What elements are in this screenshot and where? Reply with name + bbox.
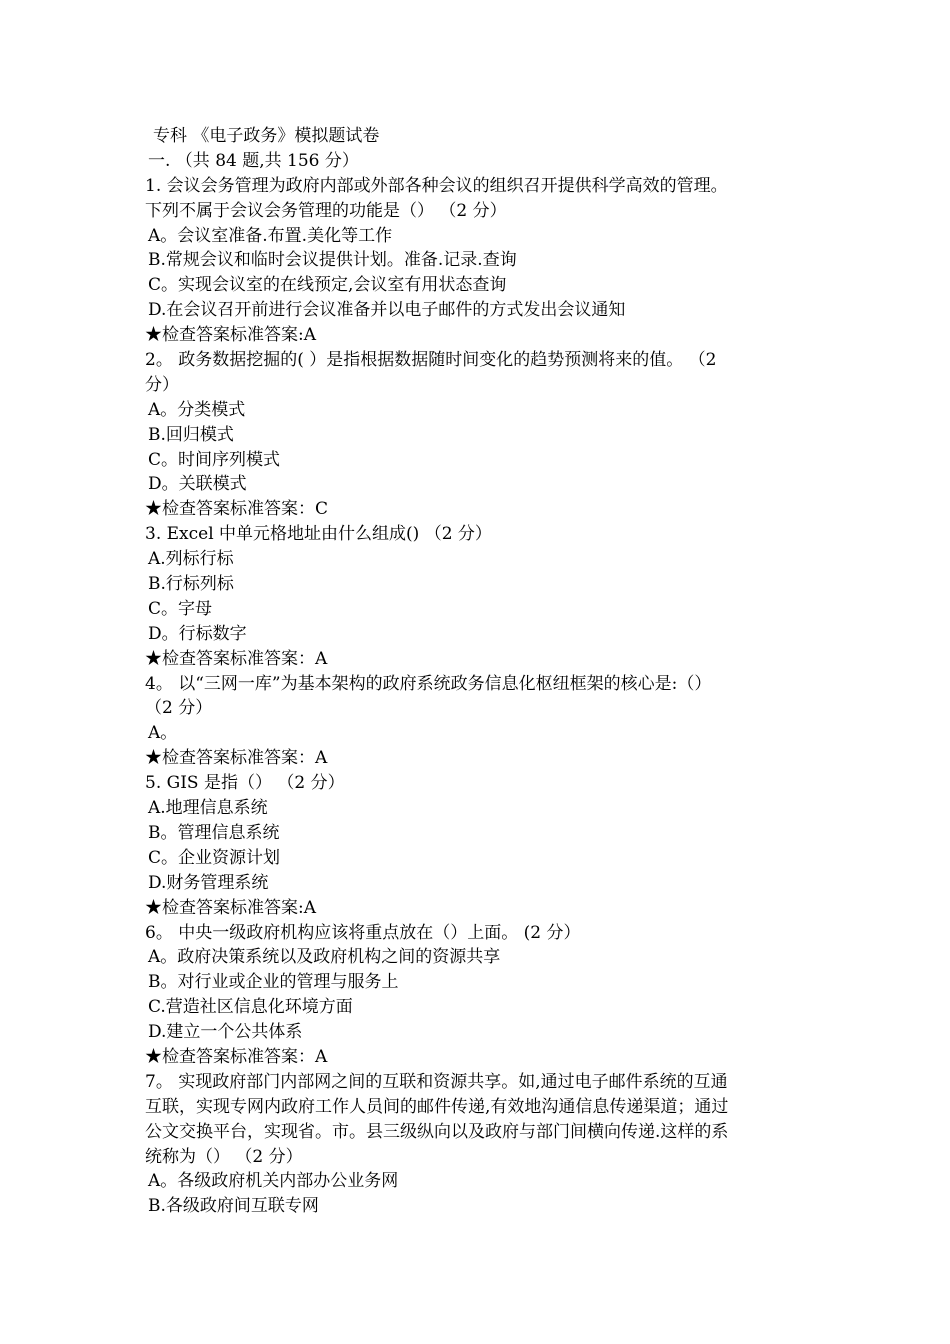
option-c: C。时间序列模式	[148, 449, 281, 470]
option-c: C.营造社区信息化环境方面	[148, 997, 353, 1018]
option-c: C。实现会议室的在线预定,会议室有用状态查询	[148, 275, 507, 296]
option-b: B.回归模式	[148, 424, 234, 445]
option-d: D。行标数字	[148, 623, 247, 644]
question-stem: 1. 会议会务管理为政府内部或外部各种会议的组织召开提供科学高效的管理。	[145, 175, 728, 196]
question-4	[145, 672, 817, 772]
option-d: D.财务管理系统	[148, 872, 269, 893]
question-stem: 互联，实现专网内政府工作人员间的邮件传递,有效地沟通信息传递渠道；通过	[145, 1096, 729, 1117]
question-7	[145, 1070, 817, 1219]
option-a: A。政府决策系统以及政府机构之间的资源共享	[148, 947, 501, 968]
question-5	[145, 771, 817, 920]
document-title: 专科 《电子政务》模拟题试卷	[153, 126, 380, 146]
option-d: D。关联模式	[148, 474, 247, 495]
option-a: A。各级政府机关内部办公业务网	[148, 1171, 399, 1192]
option-d: D.建立一个公共体系	[148, 1022, 303, 1043]
option-a: A。	[148, 723, 178, 744]
question-stem: 2。 政务数据挖掘的( ）是指根据数据随时间变化的趋势预测将来的值。 （2	[145, 350, 717, 371]
option-a: A。会议室准备.布置.美化等工作	[148, 225, 393, 246]
question-stem: 分）	[145, 374, 179, 395]
question-1	[145, 174, 817, 348]
option-a: A.列标行标	[148, 549, 234, 570]
option-b: B。管理信息系统	[148, 822, 280, 843]
document-body	[145, 124, 817, 1219]
answer-line: ★检查答案标准答案:A	[145, 325, 317, 346]
option-d: D.在会议召开前进行会议准备并以电子邮件的方式发出会议通知	[148, 300, 626, 321]
option-c: C。字母	[148, 598, 213, 619]
answer-line: ★检查答案标准答案:A	[145, 897, 317, 918]
option-b: B。对行业或企业的管理与服务上	[148, 972, 399, 993]
question-stem: 公文交换平台，实现省。市。县三级纵向以及政府与部门间横向传递.这样的系	[145, 1121, 729, 1142]
option-b: B.行标列标	[148, 574, 234, 595]
question-stem: 5. GIS 是指（） （2 分）	[145, 773, 345, 794]
option-a: A。分类模式	[148, 399, 246, 420]
question-stem: 7。 实现政府部门内部网之间的互联和资源共享。如,通过电子邮件系统的互通	[145, 1071, 728, 1092]
answer-line: ★检查答案标准答案：A	[145, 748, 328, 769]
option-a: A.地理信息系统	[148, 798, 268, 819]
answer-line: ★检查答案标准答案：A	[145, 648, 328, 669]
question-stem: 6。 中央一级政府机构应该将重点放在（）上面。 (2 分）	[145, 922, 581, 943]
option-c: C。企业资源计划	[148, 847, 281, 868]
answer-line: ★检查答案标准答案：A	[145, 1046, 328, 1067]
question-3	[145, 522, 817, 671]
option-b: B.常规会议和临时会议提供计划。准备.记录.查询	[148, 250, 517, 271]
question-stem: （2 分）	[145, 698, 213, 719]
question-6	[145, 921, 817, 1070]
question-stem: 下列不属于会议会务管理的功能是（） （2 分）	[145, 200, 507, 221]
option-b: B.各级政府间互联专网	[148, 1196, 319, 1217]
question-stem: 统称为（） （2 分）	[145, 1146, 303, 1167]
question-stem: 4。 以“三网一库”为基本架构的政府系统政务信息化枢纽框架的核心是:（）	[145, 673, 712, 694]
answer-line: ★检查答案标准答案：C	[145, 499, 329, 520]
question-stem: 3. Excel 中单元格地址由什么组成() （2 分）	[145, 524, 492, 545]
section-heading: 一. （共 84 题,共 156 分）	[148, 150, 359, 171]
question-2	[145, 348, 817, 522]
